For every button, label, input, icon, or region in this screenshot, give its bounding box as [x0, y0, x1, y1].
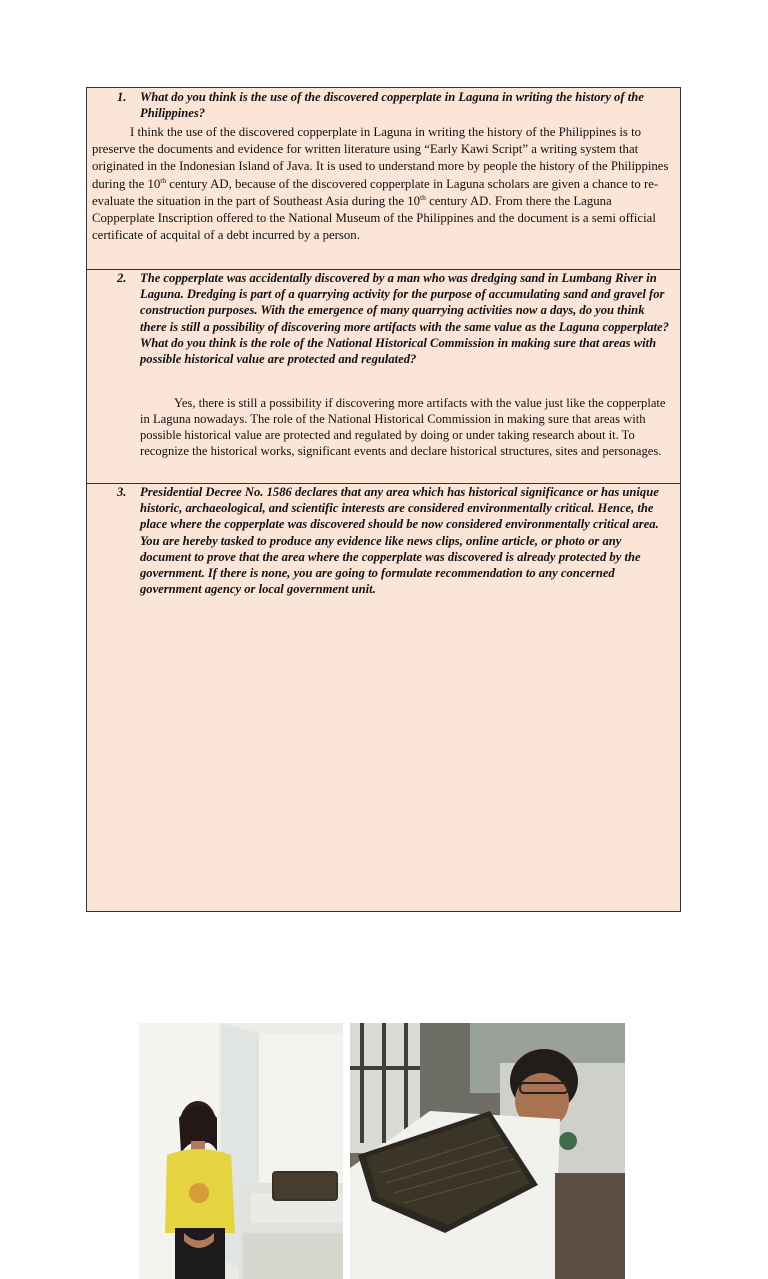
question-2: [95, 270, 672, 367]
section-1: [87, 88, 680, 270]
section-2: [87, 270, 680, 484]
museum-visitor-photo: [139, 1023, 343, 1279]
answer-1-text: I think the use of the discovered copperplate in Laguna in writing the history of the Philippines is to preserve the documents and evidence for written literature using “Early Kawi Script” a writing system that originated in the Indonesian Island of Java. It is used to understand more by people the history of the Philippines during the 10th century AD, because of the discovered copperplate in Laguna scholars are given a chance to re- evaluate the situation in the part of Southeast Asia during the 10th century AD. From there the Laguna Copperplate Inscription offered to the National Museum of the Philippines and the document is a semi official certificate of acquital of a debt incurred by a person.: [92, 125, 669, 243]
copperplate-illustration: [350, 1023, 625, 1279]
question-2-text: The copperplate was accidentally discovered by a man who was dredging sand in Lumbang River in Laguna. Dredging is part of a quarrying activity for the purpose of accumulating sand and gravel for construction purposes. With the emergence of many quarrying activities now a days, do you think there is still a possibility of discovering more artifacts with the same value as the Laguna copperplate? What do you think is the role of the National Historical Commission in making sure that areas with possible historical value are protected and regulated?: [140, 271, 669, 367]
answer-2: Yes, there is still a possibility if discovering more artifacts with the value just like the copperplate in Laguna nowadays. The role of the National Historical Commission in making sure that areas with possible historical value are protected and regulated by doing or under taking research about it. To recognize the historical works, significant events and declare historical structures, sites and personages.: [140, 396, 666, 459]
question-3-text: Presidential Decree No. 1586 declares that any area which has historical significance or has unique historic, archaeological, and scientific interests are considered environmentally critical. Hence, the place where the copperplate was discovered should be now considered environmentally critical area. You are hereby tasked to produce any evidence like news clips, online article, or photo or any document to prove that the area where the copperplate was discovered is already protected by the government. If there is none, you are going to formulate recommendation to any concerned government agency or local government unit.: [140, 485, 659, 597]
question-2-number: 2.: [117, 271, 127, 285]
worksheet-table: [86, 87, 681, 912]
answer-1: [92, 124, 674, 244]
question-3: [95, 484, 672, 597]
question-1-text: What do you think is the use of the discovered copperplate in Laguna in writing the history of the Philippines?: [140, 90, 644, 121]
section-3: [87, 484, 680, 911]
question-1: [95, 89, 672, 121]
museum-visitor-illustration: [139, 1023, 343, 1279]
question-3-number: 3.: [117, 485, 127, 499]
question-1-number: 1.: [117, 90, 127, 104]
copperplate-photo: [350, 1023, 625, 1279]
